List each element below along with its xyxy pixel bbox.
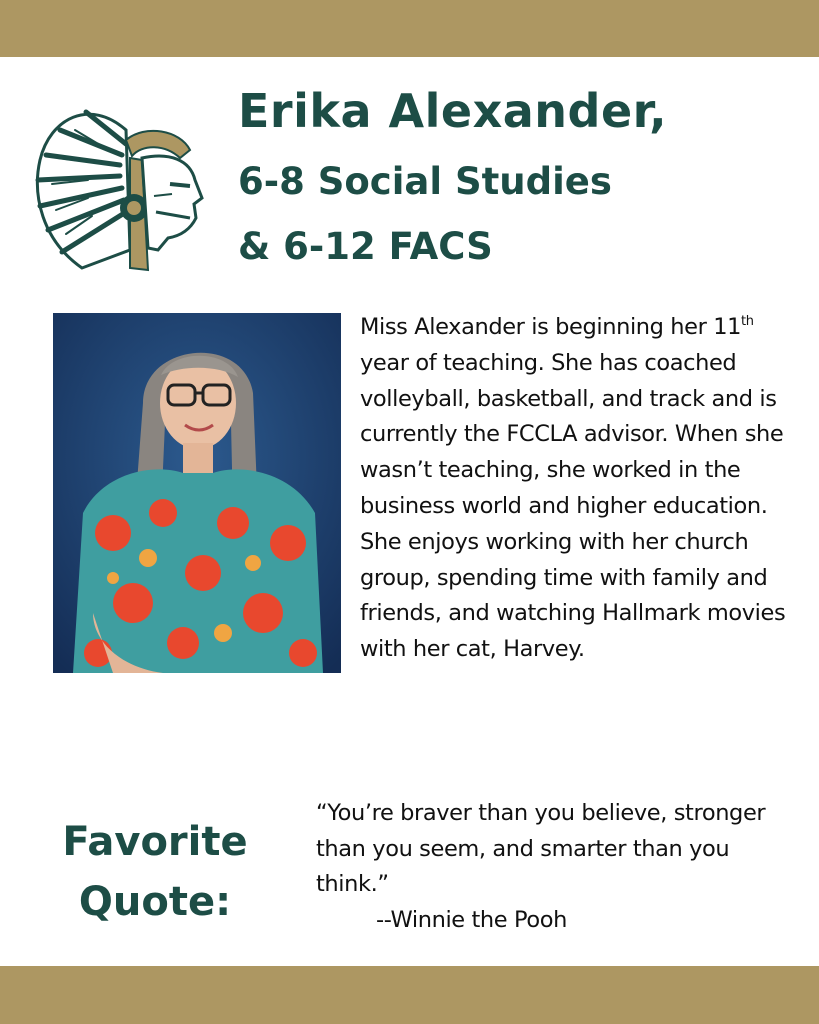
favorite-heading-line-1: Favorite bbox=[62, 819, 248, 865]
bio-ordinal-number: 11 bbox=[713, 314, 742, 340]
bio-ordinal-suffix: th bbox=[741, 314, 754, 329]
subject-line-1: 6-8 Social Studies bbox=[238, 160, 612, 203]
teacher-portrait-photo bbox=[53, 313, 341, 673]
top-band bbox=[0, 0, 819, 57]
teacher-name: Erika Alexander, bbox=[238, 84, 668, 138]
bio-text-start: Miss Alexander is beginning her bbox=[360, 314, 714, 340]
favorite-heading-line-2: Quote: bbox=[78, 879, 232, 925]
favorite-quote bbox=[316, 796, 796, 938]
bottom-band bbox=[0, 966, 819, 1024]
quote-text: “You’re braver than you believe, stronger than you seem, and smarter than you think.” bbox=[316, 800, 766, 897]
subject-line-2: & 6-12 FACS bbox=[238, 225, 493, 268]
bio-text-rest: year of teaching. She has coached volleyball, basketball, and track and is currently the FCCLA advisor. When she wasn’t teaching, she worked in the business world and higher education. She enjoys working with her church group, spending time with family and friends, and watching Hallmark movies with her cat, Harvey. bbox=[360, 349, 786, 663]
quote-attribution: --Winnie the Pooh bbox=[376, 906, 567, 933]
headdress-mascot-icon bbox=[30, 100, 210, 280]
teacher-bio bbox=[360, 310, 805, 668]
favorite-quote-heading bbox=[40, 812, 270, 932]
